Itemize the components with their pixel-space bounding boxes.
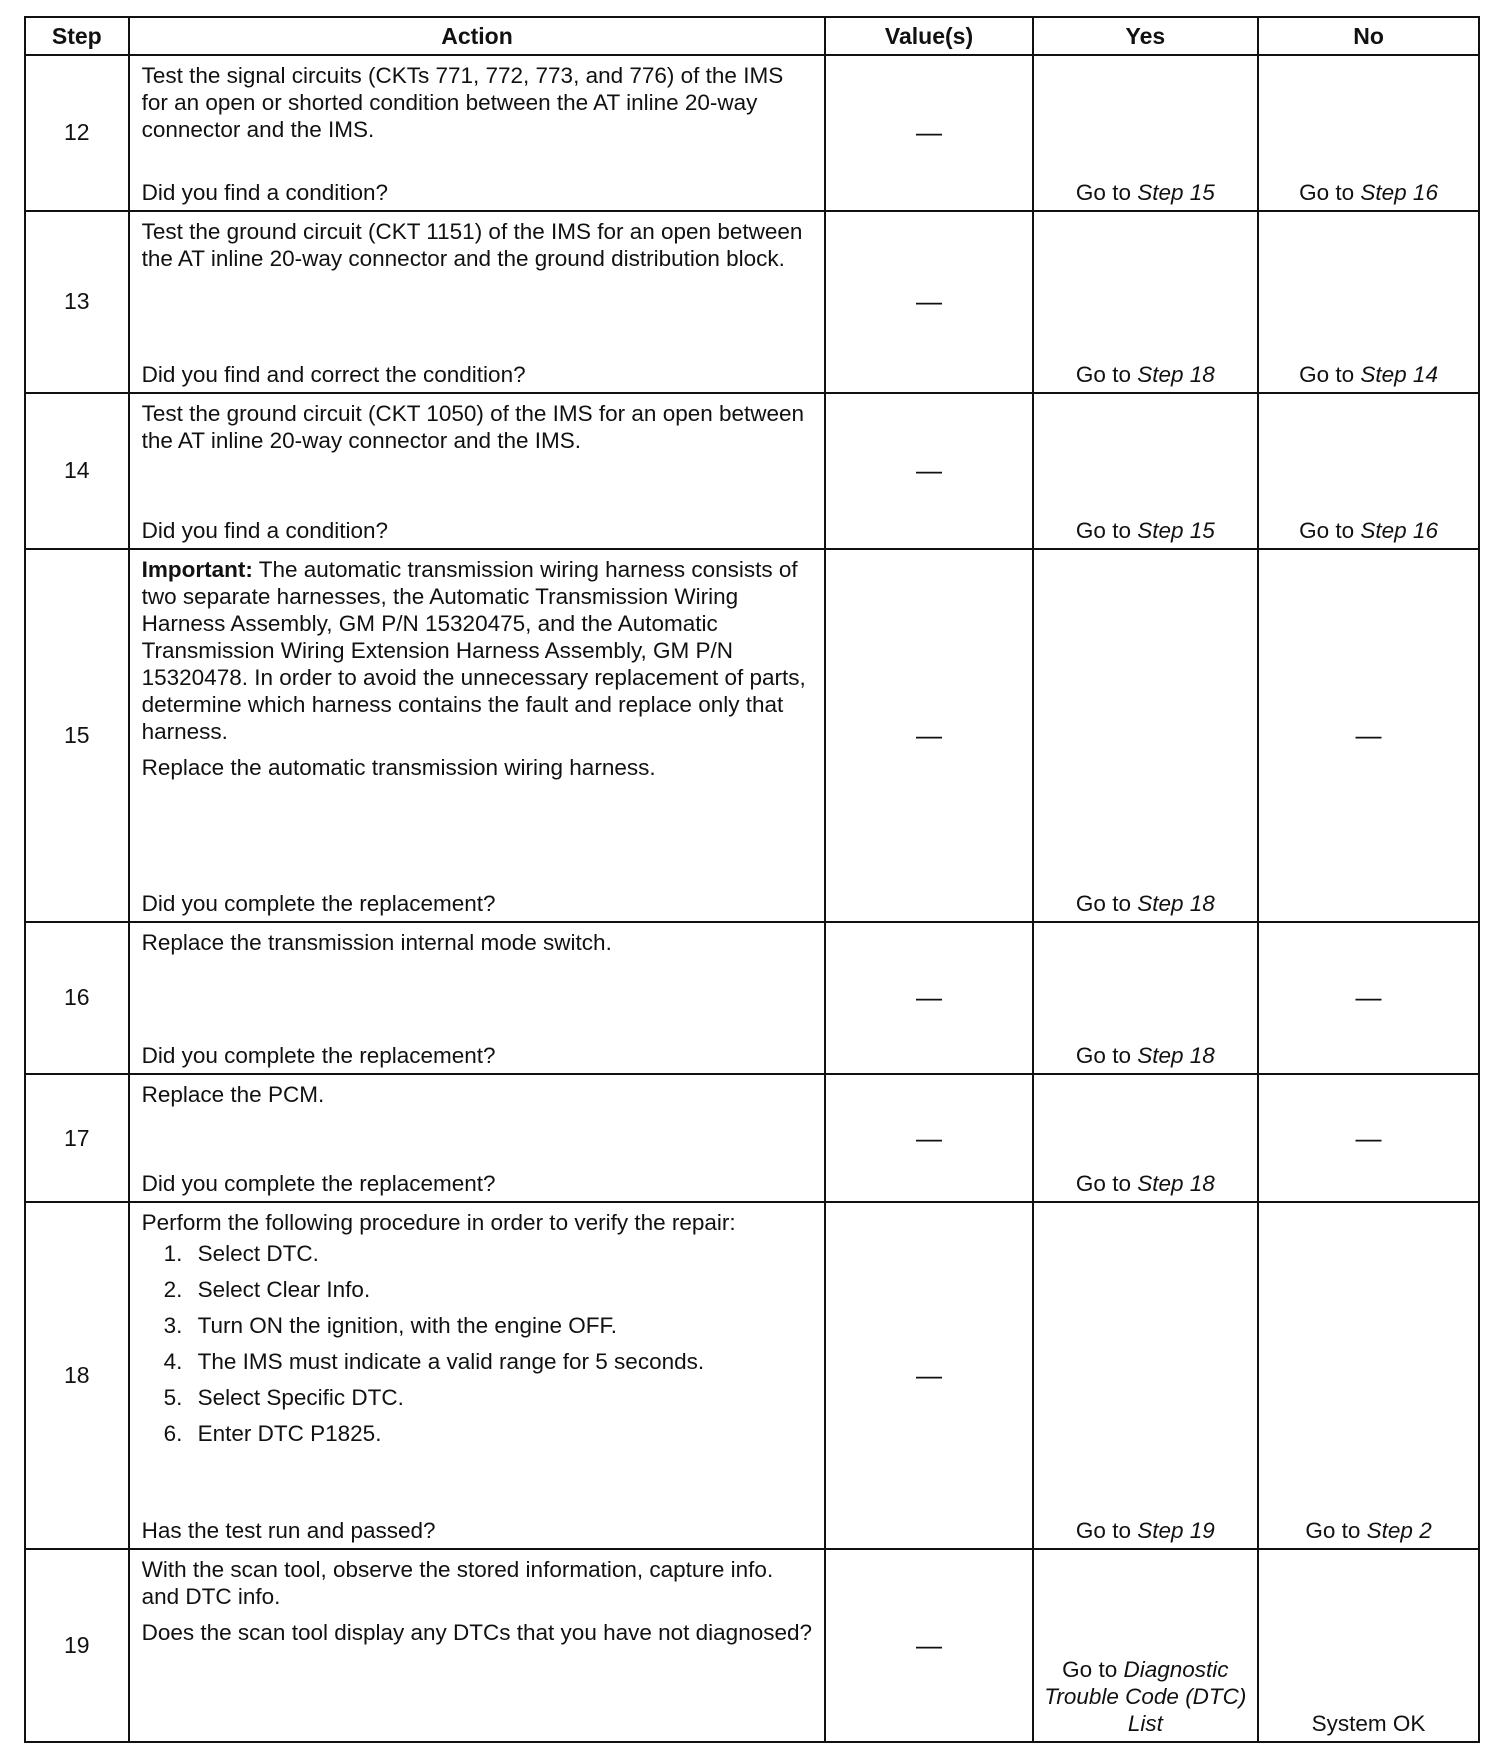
table-row [25,393,1479,549]
no-step-link[interactable]: Step 2 [1366,1517,1432,1543]
action-question: Did you find a condition? [141,517,389,543]
no-step-link[interactable]: Step 16 [1360,517,1438,543]
value-cell: — [825,393,1032,549]
no-lead: Go to [1299,179,1361,205]
diagnostic-table [24,16,1480,1743]
yes-cell [1033,922,1258,1074]
yes-lead: Go to [1075,890,1138,916]
step-number: 15 [25,549,129,922]
yes-lead: Go to [1062,1657,1124,1682]
table-row [25,549,1479,922]
list-item: 5. Select Specific DTC. [163,1385,404,1411]
yes-cell [1033,55,1258,211]
yes-cell [1033,549,1258,922]
yes-cell [1033,1549,1258,1742]
action-text: Test the signal circuits (CKTs 771, 772, 773, and 776) of the IMS for an open or shorted condition between the AT inline 20-way connector and the IMS. [141,63,784,142]
action-question: Did you complete the replacement? [141,1042,496,1068]
header-step: Step [25,17,129,55]
table-row [25,211,1479,393]
step-number: 13 [25,211,129,393]
header-no: No [1258,17,1479,55]
action-text: Replace the automatic transmission wiring harness. [141,754,656,780]
important-note [142,556,815,745]
important-label: Important: [141,556,253,582]
list-item: 3. Turn ON the ignition, with the engine OFF. [163,1313,617,1339]
action-cell [129,1202,826,1549]
no-cell: — [1258,549,1479,922]
no-cell [1258,393,1479,549]
action-question: Does the scan tool display any DTCs that you have not diagnosed? [141,1619,813,1645]
no-lead: Go to [1299,361,1361,387]
yes-lead: Go to [1075,1042,1138,1068]
no-cell: — [1258,1074,1479,1202]
yes-step-link[interactable]: Step 15 [1137,517,1215,543]
action-cell [129,1074,826,1202]
no-step-link[interactable]: Step 14 [1360,361,1438,387]
table-row [25,1549,1479,1742]
action-question: Has the test run and passed? [141,1517,436,1543]
action-cell [129,1549,826,1742]
action-text: Test the ground circuit (CKT 1050) of the IMS for an open between the AT inline 20-way connector and the IMS. [141,400,805,453]
value-cell: — [825,1549,1032,1742]
action-question: Did you complete the replacement? [141,890,496,916]
header-values: Value(s) [825,17,1032,55]
no-cell: — [1258,922,1479,1074]
action-cell [129,55,826,211]
yes-step-link[interactable]: Step 18 [1137,361,1215,387]
value-cell: — [825,549,1032,922]
value-cell: — [825,211,1032,393]
action-text: Replace the PCM. [141,1081,325,1107]
no-cell [1258,211,1479,393]
yes-cell [1033,393,1258,549]
important-text: The automatic transmission wiring harness consists of two separate harnesses, the Automatic Transmission Wiring Harness Assembly, GM P/N 15320475, and the Automatic Transmission Wiring Extension Harness Assembly, GM P/N 15320478. In order to avoid the unnecessary replacement of parts, determine which harness contains the fault and replace only that harness. [141,556,806,744]
yes-step-link[interactable]: Step 15 [1137,179,1215,205]
no-cell [1258,1202,1479,1549]
list-item: 4. The IMS must indicate a valid range for 5 seconds. [163,1349,705,1375]
yes-lead: Go to [1075,517,1138,543]
header-row [25,17,1479,55]
dtc-list-link[interactable]: Diagnostic Trouble Code (DTC) List [1044,1657,1247,1736]
table-row [25,1074,1479,1202]
list-item: 2. Select Clear Info. [163,1277,371,1303]
action-text: Replace the transmission internal mode switch. [141,929,612,955]
value-cell: — [825,922,1032,1074]
header-yes: Yes [1033,17,1258,55]
table-row [25,1202,1479,1549]
yes-cell [1033,211,1258,393]
action-text: Perform the following procedure in order to verify the repair: [141,1210,736,1236]
action-question: Did you find a condition? [141,179,389,205]
no-step-link[interactable]: Step 16 [1360,179,1438,205]
action-cell [129,211,826,393]
yes-step-link[interactable]: Step 19 [1137,1517,1215,1543]
no-lead: Go to [1305,1517,1367,1543]
list-item: 1. Select DTC. [163,1241,319,1267]
step-number: 17 [25,1074,129,1202]
step-number: 16 [25,922,129,1074]
step-number: 12 [25,55,129,211]
action-cell [129,922,826,1074]
yes-step-link[interactable]: Step 18 [1137,890,1215,916]
table-row [25,922,1479,1074]
yes-lead: Go to [1075,1517,1138,1543]
no-cell [1258,1549,1479,1742]
table-row [25,55,1479,211]
step-number: 18 [25,1202,129,1549]
no-lead: Go to [1299,517,1361,543]
procedure-list [142,1240,815,1447]
system-ok-text: System OK [1311,1711,1426,1736]
yes-cell [1033,1202,1258,1549]
no-cell [1258,55,1479,211]
header-action: Action [129,17,826,55]
yes-lead: Go to [1075,179,1138,205]
yes-cell [1033,1074,1258,1202]
value-cell: — [825,1202,1032,1549]
step-number: 14 [25,393,129,549]
value-cell: — [825,1074,1032,1202]
yes-step-link[interactable]: Step 18 [1137,1171,1215,1197]
yes-lead: Go to [1075,361,1138,387]
list-item: 6. Enter DTC P1825. [163,1421,382,1447]
action-text: With the scan tool, observe the stored information, capture info. and DTC info. [141,1556,774,1609]
action-cell [129,549,826,922]
yes-step-link[interactable]: Step 18 [1137,1042,1215,1068]
value-cell: — [825,55,1032,211]
action-cell [129,393,826,549]
action-question: Did you find and correct the condition? [141,361,526,387]
action-text: Test the ground circuit (CKT 1151) of the IMS for an open between the AT inline 20-way connector and the ground distribution block. [141,218,803,271]
action-question: Did you complete the replacement? [141,1171,496,1197]
yes-lead: Go to [1075,1171,1138,1197]
step-number: 19 [25,1549,129,1742]
